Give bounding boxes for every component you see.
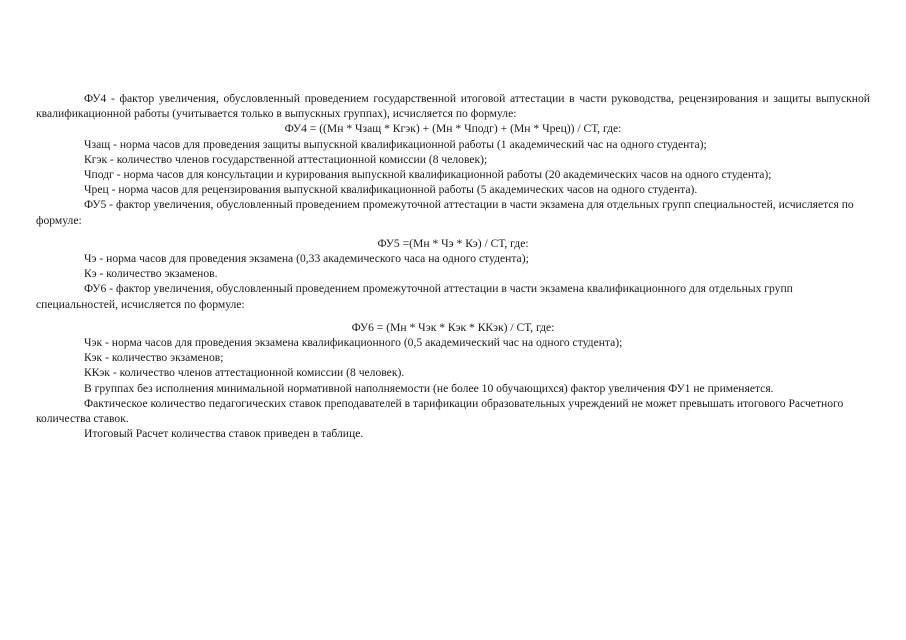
fu6-def-kek: Кэк - количество экзаменов; [84,351,224,365]
closing-paragraph-fu1: В группах без исполнения минимальной нормативной наполняемости (не более 10 обучающихся) фактор увеличения ФУ1 не применяется. [84,381,774,395]
closing-paragraph-table: Итоговый Расчет количества ставок приведен в таблице. [84,427,364,441]
fu5-formula: ФУ5 =(Мн * Чэ * Кэ) / СТ, где: [377,236,529,250]
fu5-def-che: Чэ - норма часов для проведения экзамена (0,33 академического часа на одного студента); [84,252,529,266]
fu4-def-chrec: Чрец - норма часов для рецензирования выпускной квалификационной работы (5 академических часов на одного студента). [84,183,698,197]
fu4-def-chzasch: Чзащ - норма часов для проведения защиты выпускной квалификационной работы (1 академический час на одного студента); [84,137,707,151]
fu6-formula: ФУ6 = (Мн * Чэк * Кэк * ККэк) / СТ, где: [351,320,555,334]
fu6-def-chek: Чэк - норма часов для проведения экзамена квалификационного (0,5 академический час на одного студента); [84,336,623,350]
fu4-def-chpodg: Чподг - норма часов для консультации и курирования выпускной квалификационной работы (20 академических часов на одного студента); [84,168,772,182]
document-body [36,91,870,441]
fu5-intro: ФУ5 - фактор увеличения, обусловленный проведением промежуточной аттестации в части экзамена для отдельных групп специальностей, исчисляется по формуле: [36,198,854,227]
fu4-def-kgek: Кгэк - количество членов государственной аттестационной комиссии (8 человек); [84,152,488,166]
fu5-def-ke: Кэ - количество экзаменов. [84,267,218,281]
closing-paragraph-rates: Фактическое количество педагогических ставок преподавателей в тарификации образовательных учреждений не может превышать итогового Расчетного количества ставок. [36,396,844,426]
fu6-intro: ФУ6 - фактор увеличения, обусловленный проведением промежуточной аттестации в части экзамена квалификационного для отдельных групп специальностей, исчисляется по формуле: [36,282,793,311]
fu4-formula: ФУ4 = ((Мн * Чзащ * Кгэк) + (Мн * Чподг) + (Мн * Чрец)) / СТ, где: [284,122,622,136]
fu6-def-kkek: ККэк - количество членов аттестационной комиссии (8 человек). [84,366,405,380]
fu4-intro: ФУ4 - фактор увеличения, обусловленный проведением государственной итоговой аттестации в части руководства, рецензирования и защиты выпускной квалификационной работы (учитывается только в выпускных группах), исчисляется по формуле: [36,92,870,121]
